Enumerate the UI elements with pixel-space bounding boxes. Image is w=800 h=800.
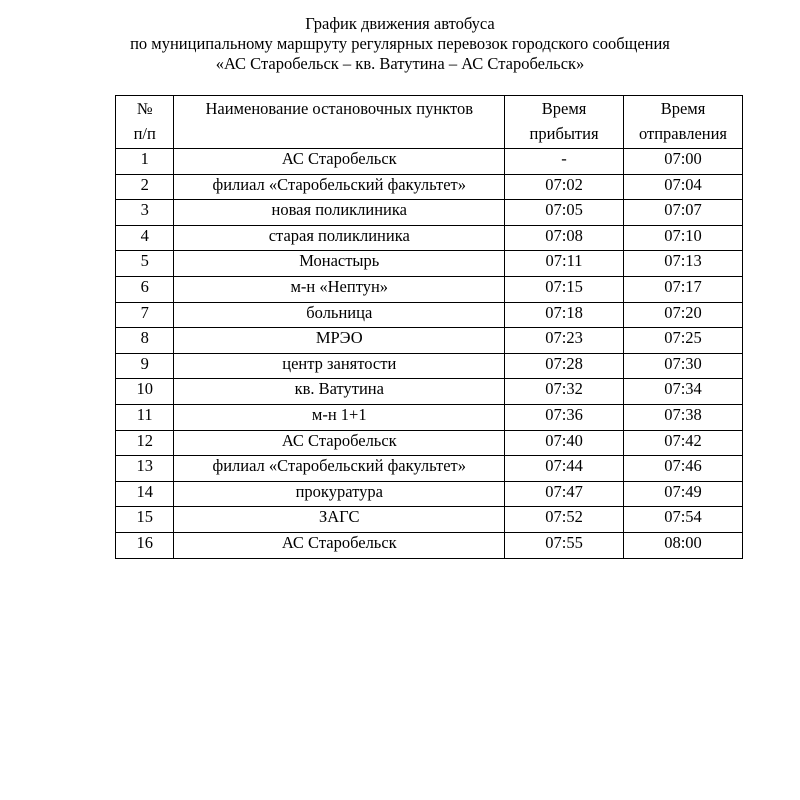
table-row: [116, 328, 743, 354]
cell-number: 12: [116, 430, 174, 456]
cell-arrival: 07:05: [505, 200, 624, 226]
cell-number: 9: [116, 353, 174, 379]
cell-arrival: 07:44: [505, 456, 624, 482]
cell-departure: 08:00: [624, 532, 743, 558]
table-row: [116, 481, 743, 507]
table-row: [116, 404, 743, 430]
cell-number: 5: [116, 251, 174, 277]
cell-stop-name: кв. Ватутина: [174, 379, 505, 405]
cell-stop-name: центр занятости: [174, 353, 505, 379]
table-row: [116, 302, 743, 328]
table-row: [116, 379, 743, 405]
cell-departure: 07:25: [624, 328, 743, 354]
cell-arrival: 07:40: [505, 430, 624, 456]
cell-number: 15: [116, 507, 174, 533]
cell-number: 4: [116, 225, 174, 251]
cell-stop-name: м-н «Нептун»: [174, 276, 505, 302]
cell-stop-name: филиал «Старобельский факультет»: [174, 456, 505, 482]
cell-stop-name: больница: [174, 302, 505, 328]
schedule-table-header: [116, 96, 743, 149]
header-stop-name: [174, 96, 505, 149]
cell-arrival: 07:11: [505, 251, 624, 277]
table-row: [116, 276, 743, 302]
schedule-table: [115, 95, 743, 559]
cell-departure: 07:04: [624, 174, 743, 200]
table-row: [116, 225, 743, 251]
header-number: [116, 96, 174, 149]
cell-stop-name: м-н 1+1: [174, 404, 505, 430]
cell-departure: 07:38: [624, 404, 743, 430]
cell-arrival: 07:47: [505, 481, 624, 507]
cell-arrival: 07:55: [505, 532, 624, 558]
header-arrival-line1: Время: [541, 99, 587, 118]
cell-stop-name: МРЭО: [174, 328, 505, 354]
header-stop-name-text: Наименование остановочных пунктов: [205, 99, 474, 118]
cell-stop-name: АС Старобельск: [174, 149, 505, 175]
cell-number: 6: [116, 276, 174, 302]
cell-number: 13: [116, 456, 174, 482]
cell-departure: 07:20: [624, 302, 743, 328]
table-row: [116, 174, 743, 200]
cell-arrival: 07:28: [505, 353, 624, 379]
cell-departure: 07:00: [624, 149, 743, 175]
header-number-line2: п/п: [133, 124, 156, 143]
cell-departure: 07:13: [624, 251, 743, 277]
cell-departure: 07:30: [624, 353, 743, 379]
cell-stop-name: АС Старобельск: [174, 532, 505, 558]
cell-number: 16: [116, 532, 174, 558]
title-line-2: по муниципальному маршруту регулярных перевозок городского сообщения: [130, 34, 670, 53]
cell-arrival: 07:52: [505, 507, 624, 533]
cell-number: 10: [116, 379, 174, 405]
cell-departure: 07:46: [624, 456, 743, 482]
cell-departure: 07:49: [624, 481, 743, 507]
cell-departure: 07:17: [624, 276, 743, 302]
cell-stop-name: старая поликлиника: [174, 225, 505, 251]
title-line-3: «АС Старобельск – кв. Ватутина – АС Старобельск»: [215, 54, 585, 73]
cell-stop-name: АС Старобельск: [174, 430, 505, 456]
schedule-table-body: [116, 149, 743, 559]
cell-arrival: 07:36: [505, 404, 624, 430]
table-row: [116, 456, 743, 482]
cell-arrival: 07:18: [505, 302, 624, 328]
cell-arrival: 07:32: [505, 379, 624, 405]
cell-number: 1: [116, 149, 174, 175]
cell-number: 14: [116, 481, 174, 507]
header-arrival-line2: прибытия: [529, 124, 599, 143]
cell-number: 7: [116, 302, 174, 328]
header-departure-line2: отправления: [638, 124, 728, 143]
document-title: [0, 14, 800, 74]
cell-departure: 07:07: [624, 200, 743, 226]
table-row: [116, 251, 743, 277]
cell-stop-name: новая поликлиника: [174, 200, 505, 226]
header-row: [116, 96, 743, 149]
table-row: [116, 430, 743, 456]
table-row: [116, 353, 743, 379]
cell-stop-name: Монастырь: [174, 251, 505, 277]
cell-departure: 07:34: [624, 379, 743, 405]
header-arrival: [505, 96, 624, 149]
cell-departure: 07:10: [624, 225, 743, 251]
title-line-1: График движения автобуса: [305, 14, 495, 33]
cell-stop-name: филиал «Старобельский факультет»: [174, 174, 505, 200]
cell-departure: 07:54: [624, 507, 743, 533]
cell-number: 3: [116, 200, 174, 226]
cell-arrival: -: [505, 149, 624, 175]
cell-number: 11: [116, 404, 174, 430]
header-departure-line1: Время: [660, 99, 706, 118]
cell-stop-name: прокуратура: [174, 481, 505, 507]
table-row: [116, 507, 743, 533]
header-departure: [624, 96, 743, 149]
cell-departure: 07:42: [624, 430, 743, 456]
cell-arrival: 07:08: [505, 225, 624, 251]
table-row: [116, 532, 743, 558]
cell-arrival: 07:02: [505, 174, 624, 200]
cell-stop-name: ЗАГС: [174, 507, 505, 533]
cell-number: 8: [116, 328, 174, 354]
table-row: [116, 200, 743, 226]
table-row: [116, 149, 743, 175]
header-number-line1: №: [136, 99, 153, 118]
cell-number: 2: [116, 174, 174, 200]
cell-arrival: 07:23: [505, 328, 624, 354]
cell-arrival: 07:15: [505, 276, 624, 302]
